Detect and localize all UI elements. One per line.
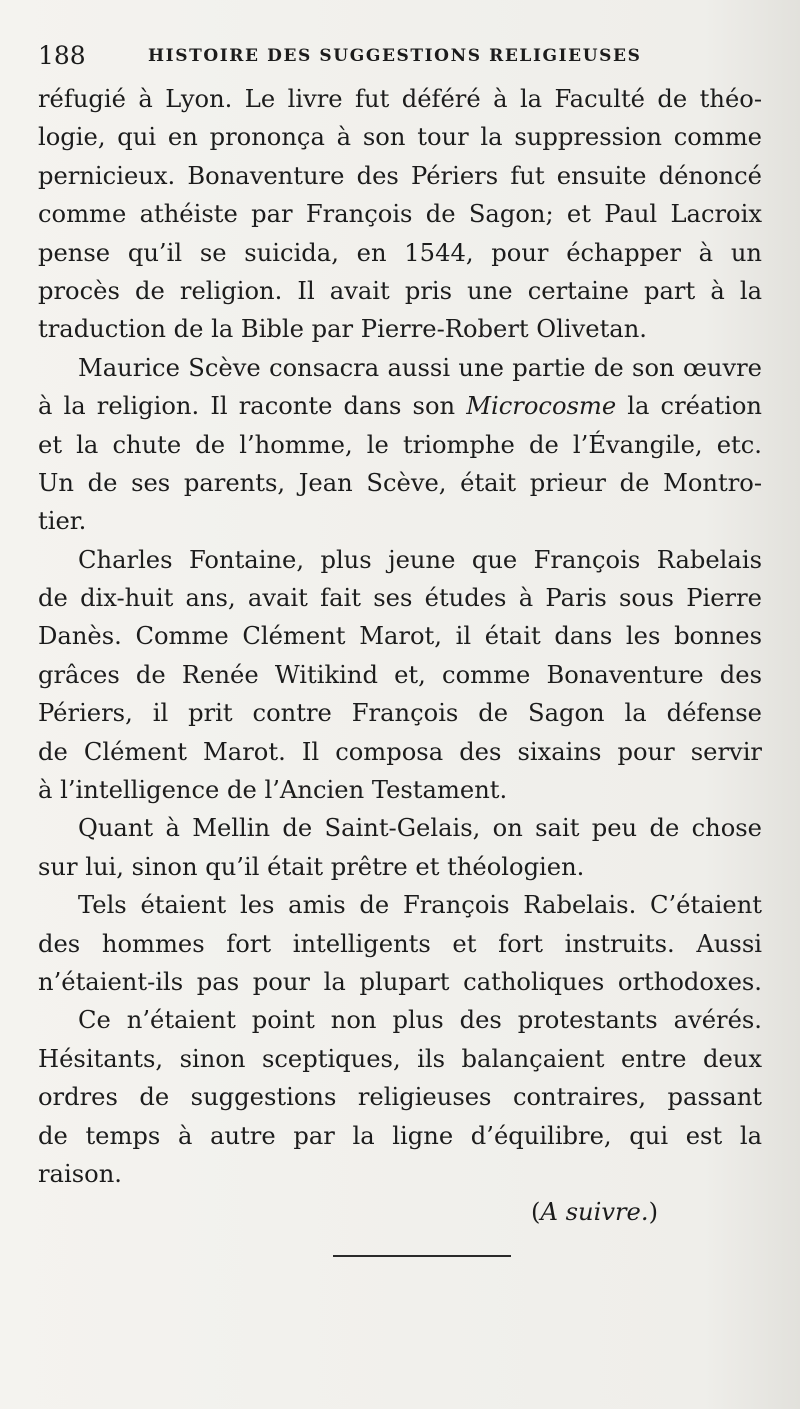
text-line: Tels étaient les amis de François Rabelais. C’étaient <box>78 891 762 920</box>
text-segment: à la religion. Il raconte dans son <box>38 392 467 421</box>
text-line: Danès. Comme Clément Marot, il était dans les bonnes <box>38 622 762 651</box>
text-line: de temps à autre par la ligne d’équilibre, qui est la <box>38 1121 762 1150</box>
text-line: Charles Fontaine, plus jeune que François Rabelais <box>78 545 762 574</box>
page-number: 188 <box>38 41 86 70</box>
text-line: traduction de la Bible par Pierre-Robert Olivetan. <box>38 315 647 344</box>
text-line: pense qu’il se suicida, en 1544, pour échapper à un <box>38 238 762 267</box>
text-line: Quant à Mellin de Saint-Gelais, on sait peu de chose <box>78 814 762 843</box>
continuation-note <box>38 1193 762 1231</box>
text-line <box>38 387 762 425</box>
page-header <box>38 38 758 74</box>
text-line: ordres de suggestions religieuses contraires, passant <box>38 1083 762 1112</box>
text-line: logie, qui en prononça à son tour la suppression comme <box>38 123 762 152</box>
end-rule <box>333 1255 511 1257</box>
text-line: Ce n’étaient point non plus des protestants avérés. <box>78 1006 762 1035</box>
running-title: HISTOIRE DES SUGGESTIONS RELIGIEUSES <box>148 46 642 66</box>
text-line: réfugié à Lyon. Le livre fut déféré à la Faculté de théo- <box>38 85 762 113</box>
text-line: raison. <box>38 1159 122 1188</box>
text-line: sur lui, sinon qu’il était prêtre et théologien. <box>38 852 585 881</box>
text-line: Hésitants, sinon sceptiques, ils balançaient entre deux <box>38 1044 762 1073</box>
text-line: de Clément Marot. Il composa des sixains pour servir <box>38 737 762 766</box>
paren-close: ) <box>648 1198 658 1227</box>
text-line: pernicieux. Bonaventure des Périers fut ensuite dénoncé <box>38 161 762 190</box>
paren-open: ( <box>531 1198 541 1227</box>
text-line: à l’intelligence de l’Ancien Testament. <box>38 776 508 805</box>
book-title-microcosme: Microcosme <box>466 392 617 421</box>
text-line: comme athéiste par François de Sagon; et Paul Lacroix <box>38 200 762 229</box>
body-text <box>38 80 762 1232</box>
text-line: n’étaient-ils pas pour la plupart catholiques orthodoxes. <box>38 967 762 996</box>
text-line: procès de religion. Il avait pris une certaine part à la <box>38 276 762 305</box>
text-line: et la chute de l’homme, le triomphe de l’Évangile, etc. <box>38 430 762 459</box>
continuation-label: A suivre. <box>540 1198 649 1227</box>
text-line: de dix-huit ans, avait fait ses études à Paris sous Pierre <box>38 584 762 613</box>
text-line: Périers, il prit contre François de Sagon la défense <box>38 699 762 728</box>
text-line: Un de ses parents, Jean Scève, était prieur de Montro- <box>38 468 762 497</box>
text-line: des hommes fort intelligents et fort instruits. Aussi <box>38 929 762 958</box>
text-line: grâces de Renée Witikind et, comme Bonaventure des <box>38 660 762 689</box>
text-line: Maurice Scève consacra aussi une partie de son œuvre <box>78 353 762 382</box>
text-segment: la création <box>616 392 762 421</box>
text-line: tier. <box>38 507 87 536</box>
